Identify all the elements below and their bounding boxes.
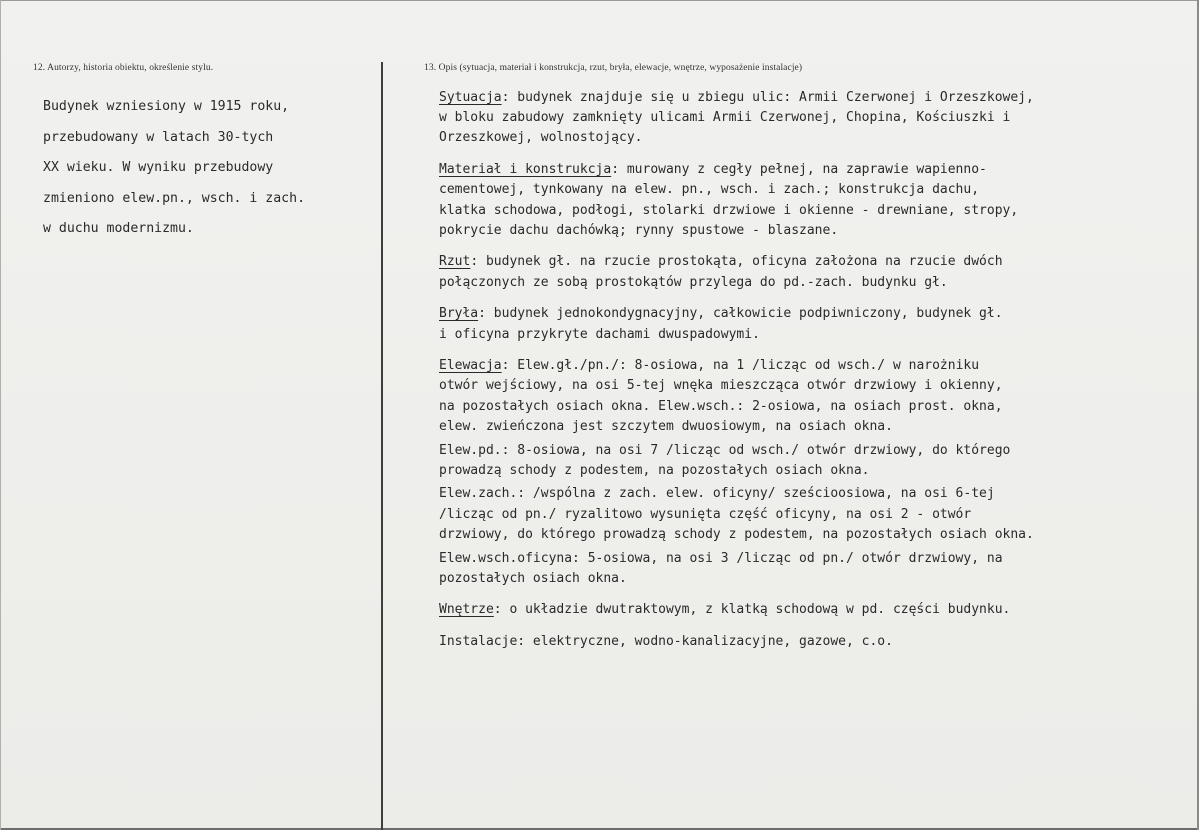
section-13-label: 13. Opis (sytuacja, materiał i konstrukcja, rzut, bryła, elewacje, wnętrze, wyposażenie instalacje) [424, 63, 803, 73]
paragraph-line: i oficyna przykryte dachami dwuspadowymi. [439, 326, 760, 342]
paragraph-sytuacja [439, 88, 1191, 149]
paragraph-line: pozostałych osiach okna. [439, 570, 627, 586]
paragraph-line: Elew.wsch.oficyna: 5-osiowa, na osi 3 /licząc od pn./ otwór drzwiowy, na [439, 550, 1003, 566]
paragraph-line: : budynek gł. na rzucie prostokąta, oficyna założona na rzucie dwóch [470, 254, 1003, 270]
paragraph-elew-zach [439, 484, 1191, 545]
section-12-label: 12. Autorzy, historia obiektu, określenie stylu. [33, 63, 214, 73]
paragraph-line: w bloku zabudowy zamknięty ulicami Armii Czerwonej, Chopina, Kościuszki i [439, 110, 1011, 126]
section-12-line: Budynek wzniesiony w 1915 roku, [43, 99, 290, 114]
heading-elewacja: Elewacja [439, 358, 502, 374]
heading-wnetrze: Wnętrze [439, 602, 494, 618]
paragraph-line: Elew.zach.: /wspólna z zach. elew. oficyny/ sześcioosiowa, na osi 6-tej [439, 486, 995, 502]
paragraph-line: Orzeszkowej, wolnostojący. [439, 130, 643, 146]
paragraph-bryla [439, 304, 1191, 344]
paragraph-line: : o układzie dwutraktowym, z klatką schodową w pd. części budynku. [493, 602, 1011, 618]
sheet-edge-left [0, 0, 1, 830]
section-13-text [439, 88, 1191, 652]
paragraph-wnetrze [439, 600, 1191, 620]
paragraph-line: : Elew.gł./pn./: 8-osiowa, na 1 /licząc od wsch./ w narożniku [501, 358, 980, 374]
paragraph-line: /licząc od pn./ ryzalitowo wysunięta część oficyny, na osi 2 - otwór [439, 506, 972, 522]
column-divider [381, 62, 383, 830]
paragraph-line: cementowej, tynkowany na elew. pn., wsch. i zach.; konstrukcja dachu, [439, 182, 980, 198]
paragraph-line: otwór wejściowy, na osi 5-tej wnęka mieszcząca otwór drzwiowy i okienny, [439, 378, 1003, 394]
paragraph-line: na pozostałych osiach okna. Elew.wsch.: 2-osiowa, na osiach prost. okna, [439, 398, 1003, 414]
section-12-text [43, 92, 373, 245]
paragraph-line: klatka schodowa, podłogi, stolarki drzwiowe i okienne - drewniane, stropy, [439, 202, 1019, 218]
paragraph-line: elew. zwieńczona jest szczytem dwuosiowym, na osiach okna. [439, 418, 893, 434]
paragraph-elew-pd [439, 441, 1191, 481]
paragraph-line: drzwiowy, do którego prowadzą schody z podestem, na pozostałych osiach okna. [439, 526, 1034, 542]
paragraph-line: : murowany z cegły pełnej, na zaprawie wapienno- [611, 162, 987, 178]
paragraph-line: Instalacje: elektryczne, wodno-kanalizacyjne, gazowe, c.o. [439, 634, 893, 650]
section-12-line: przebudowany w latach 30-tych [43, 129, 274, 145]
paragraph-elewacja [439, 356, 1191, 437]
paragraph-rzut [439, 252, 1191, 292]
paragraph-line: Elew.pd.: 8-osiowa, na osi 7 /licząc od wsch./ otwór drzwiowy, do którego [439, 442, 1011, 458]
paragraph-line: pokrycie dachu dachówką; rynny spustowe - blaszane. [439, 222, 839, 238]
section-12-line: zmieniono elew.pn., wsch. i zach. [43, 190, 306, 206]
paragraph-instalacje [439, 632, 1191, 652]
section-12-line: w duchu modernizmu. [43, 221, 194, 236]
paragraph-line: : budynek znajduje się u zbiegu ulic: Armii Czerwonej i Orzeszkowej, [501, 90, 1034, 105]
paragraph-material [439, 160, 1191, 241]
paragraph-line: połączonych ze sobą prostokątów przylega do pd.-zach. budynku gł. [439, 274, 948, 290]
heading-bryla: Bryła [439, 306, 479, 322]
heading-rzut: Rzut [439, 254, 471, 270]
heading-sytuacja: Sytuacja [439, 90, 502, 105]
paragraph-line: : budynek jednokondygnacyjny, całkowicie podpiwniczony, budynek gł. [478, 306, 1003, 322]
paragraph-elew-wsch-oficyna [439, 549, 1191, 589]
paragraph-line: prowadzą schody z podestem, na pozostałych osiach okna. [439, 462, 870, 478]
section-12-line: XX wieku. W wyniku przebudowy [43, 160, 274, 175]
sheet-edge-top [0, 0, 1199, 1]
heading-material: Materiał i konstrukcja [439, 162, 612, 178]
